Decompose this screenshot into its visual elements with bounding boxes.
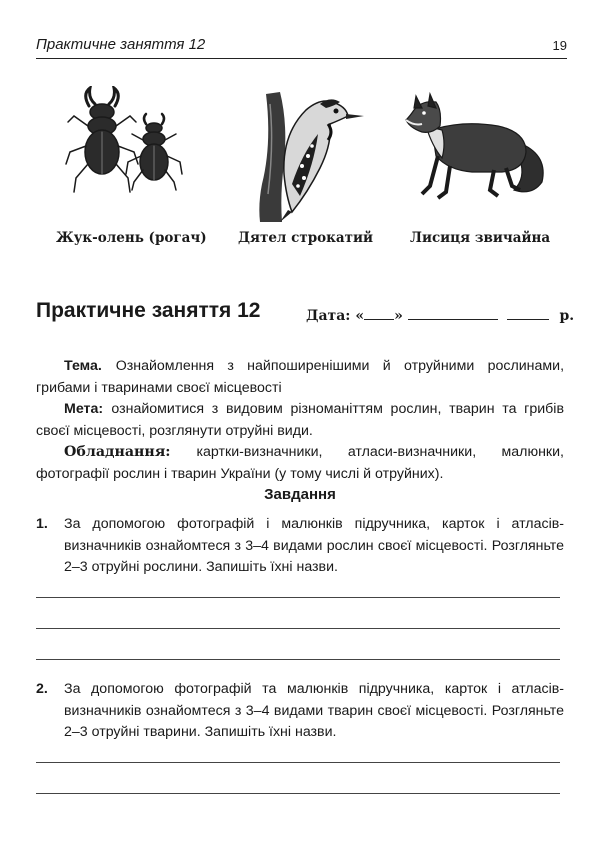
task-1-answer-line[interactable] [36, 597, 560, 598]
page-number: 19 [552, 38, 567, 53]
date-label: Дата: [306, 308, 351, 324]
task-1-number: 1. [36, 516, 48, 532]
running-title: Практичне заняття 12 [36, 36, 206, 53]
caption-stag-beetle: Жук-олень (рогач) [56, 230, 207, 246]
date-close-quote: » [394, 308, 403, 324]
fox-icon [402, 86, 552, 204]
goal-text: ознайомитися з видовим різноманіттям рослин, тварин та грибів своєї місцевості, розглянути отруйні види. [36, 401, 564, 439]
task-2-answer-line[interactable] [36, 793, 560, 794]
date-year-field[interactable] [507, 307, 549, 320]
page-header [36, 34, 567, 59]
task-1-answer-line[interactable] [36, 659, 560, 660]
woodpecker-icon [236, 84, 366, 224]
date-row [306, 307, 575, 324]
caption-fox: Лисиця звичайна [410, 230, 551, 246]
date-month-field[interactable] [408, 307, 498, 320]
task-1 [36, 514, 564, 579]
topic-paragraph [36, 356, 564, 399]
tasks-heading: Завдання [264, 486, 336, 503]
date-open-quote: « [355, 308, 365, 324]
task-1-text: За допомогою фотографій і малюнків підручника, карток і атласів-визначників ознайомтеся з 3–4 видами рослин своєї місцевості. Розгляньте 2–3 отруйні рослини. Запишіть їхні назви. [64, 516, 564, 575]
equipment-paragraph [36, 442, 564, 485]
equipment-text: картки-визначники, атласи-визначники, малюнки, фотографії рослин і тварин України (у тому числі й отруйних). [36, 444, 564, 482]
lesson-title: Практичне заняття 12 [36, 299, 261, 322]
task-1-answer-line[interactable] [36, 628, 560, 629]
topic-label: Тема. [64, 358, 102, 374]
goal-label: Мета: [64, 401, 104, 417]
equipment-label: Обладнання: [64, 444, 171, 460]
stag-beetle-icon [62, 86, 192, 198]
year-suffix: р. [559, 308, 575, 324]
date-day-field[interactable] [364, 307, 394, 320]
task-2-number: 2. [36, 681, 48, 697]
task-2-answer-line[interactable] [36, 762, 560, 763]
caption-woodpecker: Дятел строкатий [238, 230, 374, 246]
goal-paragraph [36, 399, 564, 442]
task-2 [36, 679, 564, 744]
topic-text: Ознайомлення з найпоширенішими й отруйними рослинами, грибами і тваринами своєї місцевості [36, 358, 565, 396]
task-2-text: За допомогою фотографій та малюнків підручника, карток і атласів-визначників ознайомтеся з 3–4 видами тварин своєї місцевості. Розгляньте 2–3 отруйні тварини. Запишіть їхні назви. [64, 681, 564, 740]
